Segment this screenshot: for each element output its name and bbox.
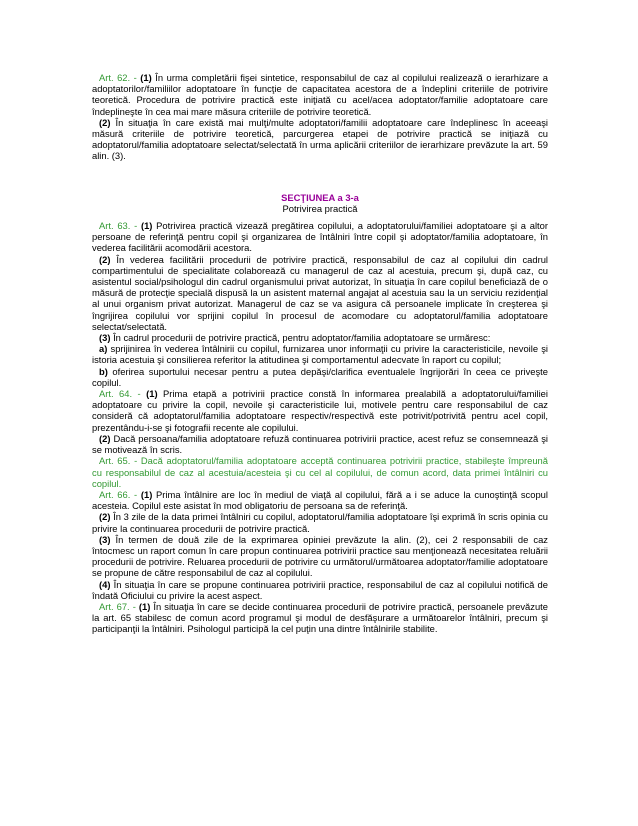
art62-p2-text: În situaţia în care există mai mulţi/multe adoptatori/familii adoptatoare care îndeplinesc în aceeaşi măsură criteriile de potrivire teoretică, parcurgerea etapei de potrivire practică se iniţiază cu adoptatorul/familia adoptatoare selectat/selectată în urma aplicării criteriilor de ierarhizare prevăzute la art. 59 alin. (3). bbox=[92, 116, 548, 162]
art67-par1 bbox=[92, 601, 548, 635]
art65-text: - Dacă adoptatorul/familia adoptatoare acceptă continuarea potrivirii practice, stabileşte împreună cu responsabilul de caz al acestuia/acesteia şi cu cel al copilului, de comun acord, data primei întâlniri cu copilul. bbox=[92, 455, 548, 489]
art66-par4 bbox=[92, 579, 548, 601]
art64-dash: - bbox=[132, 388, 147, 400]
section-title: SECŢIUNEA a 3-a bbox=[281, 191, 359, 203]
art63-par1 bbox=[92, 220, 548, 254]
art66-par3 bbox=[92, 534, 548, 579]
art66-p1-text: Prima întâlnire are loc în mediul de viaţă al copilului, fără a i se aduce la cunoştinţă scopul acesteia. Copilul este asistat în mod obligatoriu de persoana sa de referinţă. bbox=[92, 488, 548, 512]
art66-p2-text: În 3 zile de la data primei întâlniri cu copilul, adoptatorul/familia adoptatoare îşi exprimă în scris opinia cu privire la continuarea procedurii de potrivire practică. bbox=[92, 511, 548, 534]
art66-dash: - bbox=[130, 488, 141, 500]
art62-par2 bbox=[92, 117, 548, 162]
art62-dash: - bbox=[130, 72, 141, 83]
art67-p1-text: În situaţia în care se decide continuarea procedurii de potrivire practică, persoanele prevăzute la art. 65 stabilesc de comun acord programul şi modul de desfăşurare a următoarelor întâlniri, precum şi participanţii la întâlniri. Psihologul participă la cel puţin una dintre întâlnirile stabilite. bbox=[92, 600, 548, 635]
art63-a-text: sprijinirea în vederea întâlnirii cu copilul, furnizarea unor informaţii cu privire la caracteristicile, nevoile şi istoria acestuia şi consilierea referitor la atitudinea şi comportamentul adecvate în raport cu copilul; bbox=[92, 343, 548, 366]
art66-p1-num: (1) bbox=[140, 488, 153, 500]
art63-b-text: oferirea suportului necesar pentru a putea depăşi/clarifica eventualele îngrijorări în ceea ce priveşte copilul. bbox=[92, 365, 548, 388]
art63-p2-num: (2) bbox=[99, 253, 111, 265]
art62-p1-text: În urma completării fişei sintetice, responsabilul de caz al copilului realizează o ierarhizare a adoptatorilor/familiilor adoptatoare în funcţie de capacitatea acestora de a îndeplini criteriile de potrivire teoretică. Procedura de potrivire practică este iniţiată cu acel/acea adoptator/familie adoptatoare care îndeplineşte în cea mai mare măsura criteriile de potrivire teoretică. bbox=[92, 72, 548, 117]
art63-p3-num: (3) bbox=[99, 332, 111, 344]
art65-label: Art. 65. bbox=[99, 455, 131, 467]
art67-label: Art. 67. bbox=[99, 600, 130, 612]
art67-p1-num: (1) bbox=[138, 600, 151, 612]
art62-par1 bbox=[92, 72, 548, 117]
art62-p2-num: (2) bbox=[99, 116, 111, 128]
section-subtitle: Potrivirea practică bbox=[282, 202, 358, 214]
art64-label: Art. 64. bbox=[99, 388, 133, 400]
art66-p2-num: (2) bbox=[99, 511, 111, 523]
art64-par2 bbox=[92, 433, 548, 455]
art66-p3-text: În termen de două zile de la exprimarea opiniei prevăzute la alin. (2), cei 2 responsabili de caz întocmesc un raport comun în care propun continuarea potrivirii practice sau menţionează necesitatea reluării procedurii de potrivire. Reluarea procedurii de potrivire cu următorul/următoarea adoptator/familie adoptatoare se propune de către responsabilul de caz al copilului. bbox=[92, 533, 548, 579]
art63-item-b bbox=[92, 366, 548, 388]
art63-dash: - bbox=[130, 220, 141, 232]
art63-p1-num: (1) bbox=[140, 220, 153, 232]
art66-p4-text: În situaţia în care se propune continuarea potrivirii practice, responsabilul de caz al copilului notifică de îndată Oficiului cu privire la acest aspect. bbox=[92, 578, 548, 601]
art64-p2-num: (2) bbox=[99, 432, 111, 444]
art63-label: Art. 63. bbox=[99, 220, 131, 232]
art65-par bbox=[92, 455, 548, 489]
art66-label: Art. 66. bbox=[99, 488, 131, 500]
art63-par3 bbox=[92, 332, 548, 343]
art63-par2 bbox=[92, 254, 548, 332]
art66-par1 bbox=[92, 489, 548, 511]
art66-p3-num: (3) bbox=[99, 533, 111, 545]
art62-p1-num: (1) bbox=[140, 72, 152, 83]
art63-p3-text: În cadrul procedurii de potrivire practică, pentru adoptator/familia adoptatoare se urmăresc: bbox=[110, 332, 491, 344]
art64-p1-num: (1) bbox=[146, 388, 158, 400]
art63-a-num: a) bbox=[99, 343, 108, 355]
art63-p2-text: În vederea facilitării procedurii de potrivire practică, responsabilul de caz al copilului din cadrul compartimentului de specialitate colaborează cu managerul de caz al acestuia, precum şi, după caz, cu asistentul social/psihologul din cadrul organismului privat autorizat, în situaţia în care copilul beneficiază de o măsură de protecţie specială dispusă la un asistent maternal angajat al acestuia sau la un serviciu rezidenţial al unui organism privat autorizat. Managerul de caz se va asigura că persoanele implicate în creşterea şi îngrijirea copilului vor sprijini copilul în procesul de acomodare cu adoptatorul/familia adoptatoare selectat/selectată. bbox=[92, 253, 548, 332]
art63-b-num: b) bbox=[99, 365, 108, 377]
art62-label: Art. 62. bbox=[99, 72, 131, 83]
art64-par1 bbox=[92, 388, 548, 433]
art66-par2 bbox=[92, 511, 548, 533]
art63-p1-text: Potrivirea practică vizează pregătirea copilului, a adoptatorului/familiei adoptatoare şi a altor persoane de referinţă pentru copil şi organizarea de întâlniri între copil şi adoptator/familia adoptatoare, în vederea facilitării acomodării acestora. bbox=[92, 220, 548, 254]
document-page bbox=[92, 72, 548, 635]
art64-p2-text: Dacă persoana/familia adoptatoare refuză continuarea potrivirii practice, acest refuz se consemnează şi se motivează în scris. bbox=[92, 432, 548, 456]
art66-p4-num: (4) bbox=[99, 578, 111, 590]
art63-item-a bbox=[92, 343, 548, 365]
art64-p1-text: Prima etapă a potrivirii practice constă în informarea prealabilă a adoptatorului/familiei adoptatoare cu privire la copil, nevoile şi caracteristicile lui, motivele pentru care responsabilul de caz consideră că adoptatorul/familia adoptatoare respectiv/respectivă este potrivit/potrivită pentru acel copil, prezentându-i-se şi fotografii recente ale copilului. bbox=[92, 388, 548, 433]
art67-dash: - bbox=[129, 600, 139, 612]
